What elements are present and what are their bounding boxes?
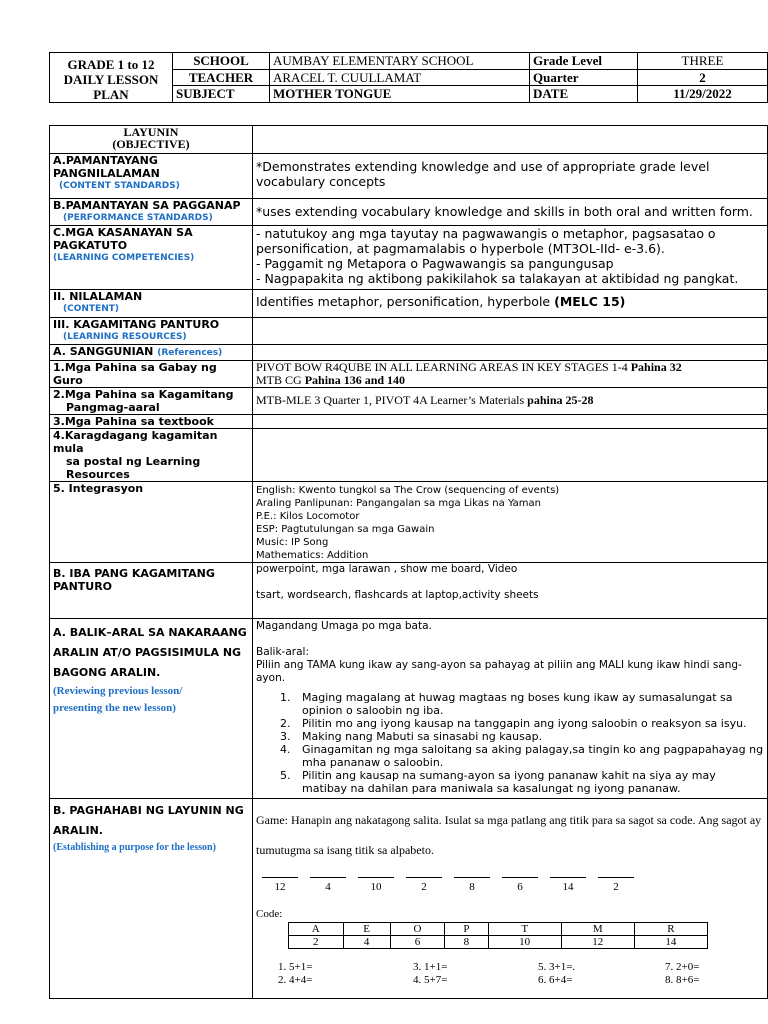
math-problem: 3. 1+1=	[413, 961, 448, 973]
other-materials-line1: B. IBA PANG KAGAMITANG	[53, 567, 215, 580]
code-letter: R	[634, 923, 707, 936]
math-problems	[256, 961, 764, 987]
school-value: AUMBAY ELEMENTARY SCHOOL	[270, 53, 530, 70]
integration-value	[253, 482, 768, 563]
additional-materials-label	[50, 429, 253, 482]
purpose-line1: B. PAGHAHABI NG LAYUNIN NG	[53, 804, 244, 817]
content-standards-label	[50, 154, 253, 199]
references-label	[50, 345, 253, 361]
math-problem: 8. 8+6=	[665, 974, 700, 986]
references-line: A. SANGGUNIAN	[53, 345, 154, 358]
answer-blank[interactable]: 12	[262, 877, 298, 895]
content-line: II. NILALAMAN	[53, 290, 143, 303]
teacher-value: ARACEL T. CUULLAMAT	[270, 69, 530, 86]
math-problem: 2. 4+4=	[278, 974, 313, 986]
competency-item-1: - natutukoy ang mga tayutay na pagwawangis o metaphor, pagsasatao o personification, at pagmamalabis o hyperbole (MT3OL-IId- e-3.6).	[256, 226, 716, 256]
references-sub: (References)	[157, 348, 223, 358]
purpose-value	[253, 799, 768, 999]
integration-pe: P.E.: Kilos Locomotor	[256, 511, 360, 522]
code-table	[288, 922, 708, 949]
teacher-guide-page2: Pahina 136 and 140	[304, 373, 406, 387]
code-number: 4	[343, 936, 390, 949]
list-item: 3. Making nang Mabuti sa sinasabi ng kausap.	[294, 730, 764, 743]
teacher-guide-label: 1.Mga Pahina sa Gabay ng Guro	[50, 361, 253, 388]
teacher-guide-ref1: PIVOT BOW R4QUBE IN ALL LEARNING AREAS IN KEY STAGES 1-4	[256, 360, 631, 374]
math-problem: 5. 3+1=.	[538, 961, 576, 973]
list-item: 4. Ginagamitan ng mga saloitang sa aking palagay,sa tingin ko ang pagpapahayag ng mha pananaw o saloobin.	[294, 743, 764, 769]
date-label: DATE	[530, 86, 638, 103]
header-table	[49, 52, 768, 103]
resources-value	[253, 318, 768, 345]
teacher-label: TEACHER	[173, 69, 270, 86]
dlp-title-line3: PLAN	[93, 87, 129, 102]
performance-standards-label	[50, 199, 253, 226]
learner-materials-line1: 2.Mga Pahina sa Kagamitang	[53, 388, 234, 401]
code-number: 14	[634, 936, 707, 949]
code-label: Code:	[256, 908, 283, 920]
list-item: 5. Pilitin ang kausap na sumang-ayon sa iyong pananaw kahit na siya ay may matibay na dahilan para maniwala sa kasalungat ng iyong pananaw.	[294, 769, 764, 795]
resources-sub: (LEARNING RESOURCES)	[63, 332, 187, 342]
code-number: 12	[561, 936, 634, 949]
grade-value: THREE	[638, 53, 768, 70]
code-letter: E	[343, 923, 390, 936]
other-materials-item2: tsart, wordsearch, flashcards at laptop,activity sheets	[256, 589, 539, 601]
review-line3: BAGONG ARALIN.	[53, 666, 161, 679]
answer-blank[interactable]: 8	[454, 877, 490, 895]
date-value: 11/29/2022	[638, 86, 768, 103]
resources-line: III. KAGAMITANG PANTURO	[53, 318, 220, 331]
integration-math: Mathematics: Addition	[256, 550, 369, 561]
answer-blank[interactable]: 4	[310, 877, 346, 895]
competencies-label	[50, 226, 253, 290]
content-standards-line1: A.PAMANTAYANG	[53, 154, 158, 167]
purpose-sub: (Establishing a purpose for the lesson)	[53, 842, 216, 853]
integration-ap: Araling Panlipunan: Pangangalan sa mga Likas na Yaman	[256, 498, 542, 509]
answer-blank[interactable]: 2	[406, 877, 442, 895]
game-instruction: Game: Hanapin ang nakatagong salita. Isulat sa mga patlang ang titik para sa sagot sa code. Ang sagot ay tumutugma sa isang titik sa alpabeto.	[256, 813, 762, 857]
math-problem: 7. 2+0=	[665, 961, 700, 973]
content-standards-value: *Demonstrates extending knowledge and use of appropriate grade level vocabulary concepts	[253, 154, 768, 199]
code-letter: T	[488, 923, 561, 936]
additional-materials-line1: 4.Karagdagang kagamitan mula	[53, 429, 218, 455]
review-line1: A. BALIK–ARAL SA NAKARAANG	[53, 626, 247, 639]
learner-materials-label	[50, 388, 253, 415]
competencies-line2: PAGKATUTO	[53, 239, 128, 252]
integration-english: English: Kwento tungkol sa The Crow (sequencing of events)	[256, 485, 560, 496]
review-line2: ARALIN AT/O PAGSISIMULA NG	[53, 646, 242, 659]
objective-label-line1: LAYUNIN	[123, 125, 179, 139]
math-problem: 6. 6+4=	[538, 974, 573, 986]
code-number: 10	[488, 936, 561, 949]
answer-blank[interactable]: 6	[502, 877, 538, 895]
other-materials-item1: powerpoint, mga larawan , show me board, Video	[256, 563, 518, 575]
purpose-line2: ARALIN.	[53, 824, 103, 837]
subject-label: SUBJECT	[173, 86, 270, 103]
content-value-text: Identifies metaphor, personification, hyperbole	[256, 294, 555, 309]
integration-esp: ESP: Pagtutulungan sa mga Gawain	[256, 524, 435, 535]
additional-materials-value	[253, 429, 768, 482]
math-problem: 1. 5+1=	[278, 961, 313, 973]
resources-label	[50, 318, 253, 345]
list-item: 2. Pilitin mo ang iyong kausap na tanggapin ang iyong saloobin o reaksyon sa isyu.	[294, 717, 764, 730]
code-letter: A	[289, 923, 344, 936]
review-label	[50, 619, 253, 799]
learner-materials-line2: Pangmag-aaral	[66, 401, 160, 414]
teacher-guide-value	[253, 361, 768, 388]
answer-blanks	[256, 877, 764, 895]
review-value	[253, 619, 768, 799]
competencies-line1: C.MGA KASANAYAN SA	[53, 226, 193, 239]
competencies-sub: (LEARNING COMPETENCIES)	[53, 253, 195, 263]
code-number: 8	[445, 936, 488, 949]
dlp-title-line1: GRADE 1 to 12	[67, 57, 155, 72]
code-letter: O	[390, 923, 445, 936]
lesson-plan-table	[49, 125, 768, 999]
review-sub2: presenting the new lesson)	[53, 702, 176, 714]
other-materials-value	[253, 563, 768, 619]
competency-item-2: - Paggamit ng Metapora o Pagwawangis sa pangungusap	[256, 256, 614, 271]
performance-standards-value: *uses extending vocabulary knowledge and skills in both oral and written form.	[253, 199, 768, 226]
teacher-guide-page1: Pahina 32	[630, 360, 682, 374]
references-value	[253, 345, 768, 361]
math-problem: 4. 5+7=	[413, 974, 448, 986]
dlp-title-line2: DAILY LESSON	[63, 72, 159, 87]
content-standards-sub: (CONTENT STANDARDS)	[59, 181, 180, 191]
answer-blank[interactable]: 10	[358, 877, 394, 895]
review-instruction: Piliin ang TAMA kung ikaw ay sang-ayon sa pahayag at piliin ang MALI kung ikaw hindi sang-ayon.	[256, 659, 742, 684]
code-letter: P	[445, 923, 488, 936]
content-value-melc: (MELC 15)	[554, 294, 626, 309]
learner-materials-value	[253, 388, 768, 415]
review-heading: Balik-aral:	[256, 646, 309, 658]
learner-materials-page: pahina 25-28	[527, 393, 594, 407]
content-sub: (CONTENT)	[63, 304, 119, 314]
review-sub1: (Reviewing previous lesson/	[53, 685, 183, 697]
objective-label	[50, 126, 253, 154]
grade-label: Grade Level	[530, 53, 638, 70]
learner-materials-ref: MTB-MLE 3 Quarter 1, PIVOT 4A Learner’s Materials	[256, 393, 528, 407]
competencies-value	[253, 226, 768, 290]
code-number: 2	[289, 936, 344, 949]
answer-blank[interactable]: 14	[550, 877, 586, 895]
integration-label: 5. Integrasyon	[50, 482, 253, 563]
list-item: 1. Maging magalang at huwag magtaas ng boses kung ikaw ay sumasalungat sa opinion o saloobin ng iba.	[294, 691, 764, 717]
subject-value: MOTHER TONGUE	[270, 86, 530, 103]
integration-music: Music: IP Song	[256, 537, 329, 548]
objective-value	[253, 126, 768, 154]
objective-label-line2: (OBJECTIVE)	[112, 137, 190, 151]
quarter-label: Quarter	[530, 69, 638, 86]
performance-standards-sub: (PERFORMANCE STANDARDS)	[63, 213, 213, 223]
school-label: SCHOOL	[173, 53, 270, 70]
teacher-guide-ref2: MTB CG	[256, 373, 305, 387]
performance-standards-line: B.PAMANTAYAN SA PAGGANAP	[53, 199, 241, 212]
code-letter: M	[561, 923, 634, 936]
competency-item-3: - Nagpapakita ng aktibong pakikilahok sa talakayan at aktibidad ng pangkat.	[256, 271, 739, 286]
review-list	[256, 691, 764, 795]
content-standards-line2: PANGNILALAMAN	[53, 167, 160, 180]
content-value	[253, 290, 768, 318]
textbook-value	[253, 415, 768, 429]
quarter-value: 2	[638, 69, 768, 86]
textbook-label: 3.Mga Pahina sa textbook	[50, 415, 253, 429]
review-greeting: Magandang Umaga po mga bata.	[256, 620, 432, 632]
answer-blank[interactable]: 2	[598, 877, 634, 895]
code-number: 6	[390, 936, 445, 949]
purpose-label	[50, 799, 253, 999]
other-materials-label	[50, 563, 253, 619]
additional-materials-line2: sa postal ng Learning Resources	[66, 455, 201, 481]
dlp-title	[50, 53, 173, 103]
other-materials-line2: PANTURO	[53, 580, 113, 593]
content-label	[50, 290, 253, 318]
